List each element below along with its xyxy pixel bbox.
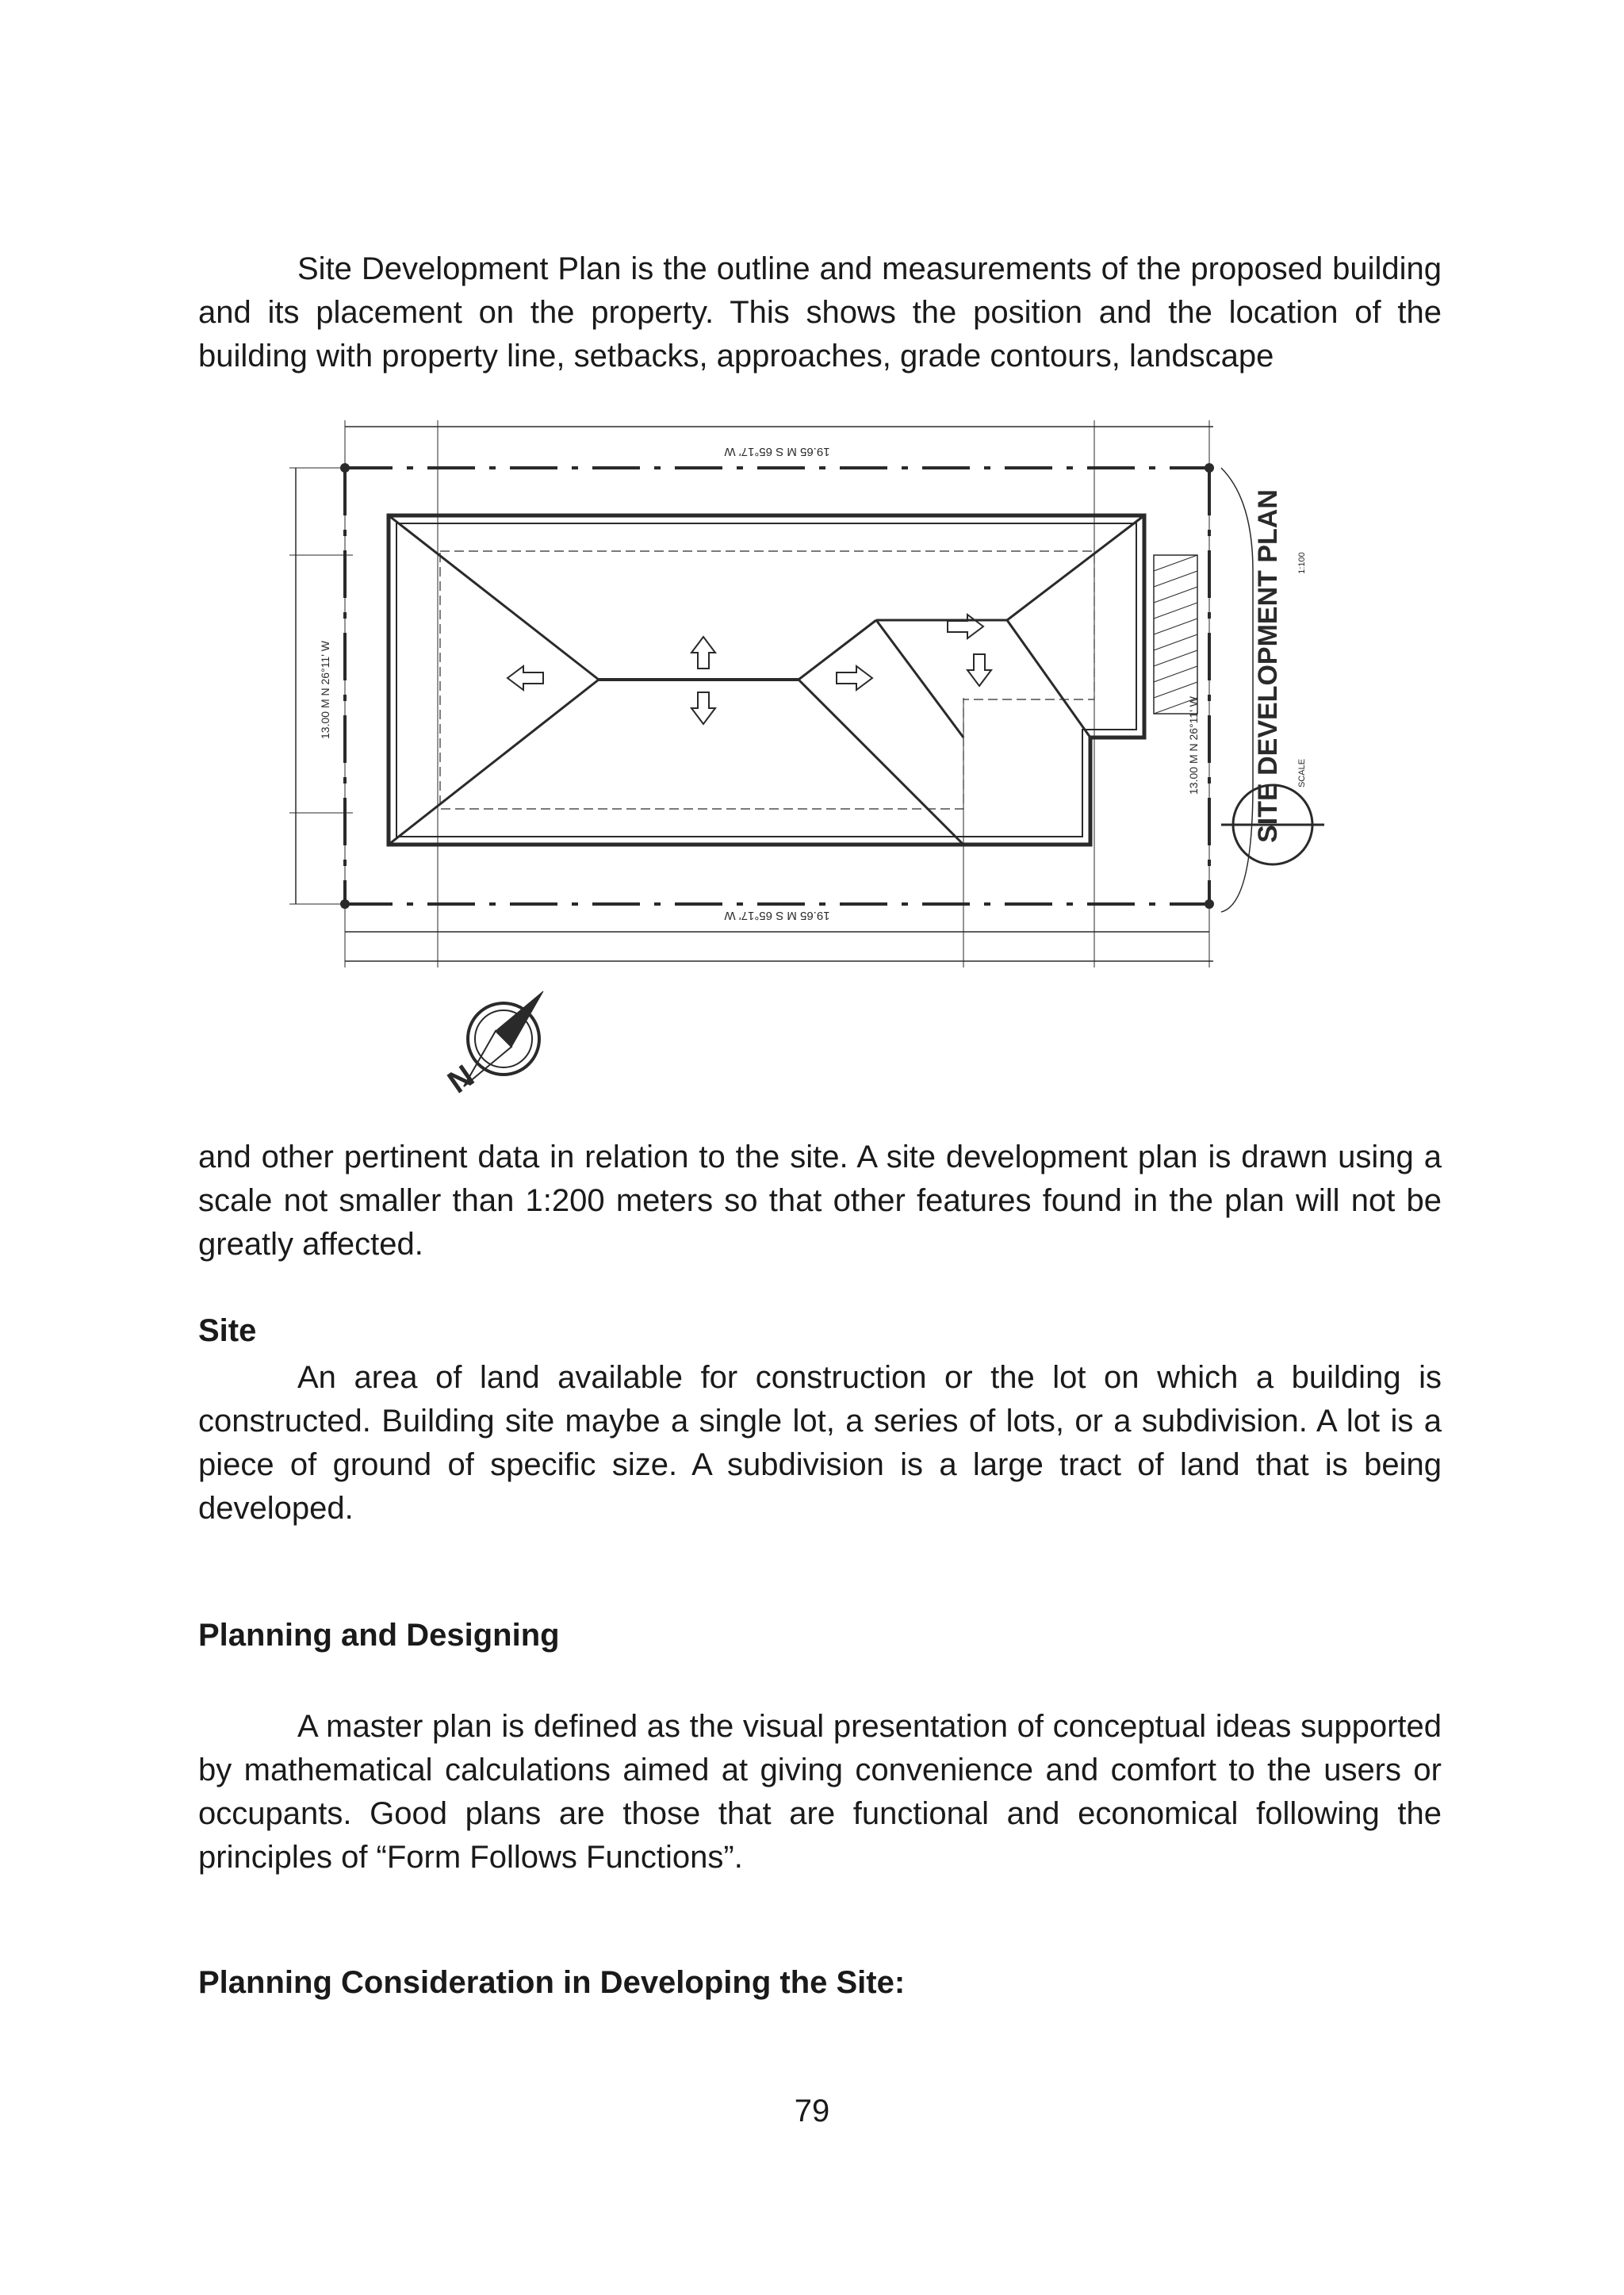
bearing-right-label: 13.00 M N 26°11' W <box>1187 696 1200 795</box>
consideration-heading: Planning Consideration in Developing the Site: <box>198 1965 906 2000</box>
site-development-plan-figure <box>282 412 1372 1110</box>
plan-title-label: SITE DEVELOPMENT PLAN <box>1253 489 1283 843</box>
bearing-left-label: 13.00 M N 26°11' W <box>319 641 331 739</box>
bearing-bottom-label: 19.65 M S 65°17' W <box>724 909 830 922</box>
planning-paragraph: A master plan is defined as the visual presentation of conceptual ideas supported by mathematical calculations aimed at giving convenience and comfort to the users or occupants. Good plans are those that are functional and economical following the principles of “Form Follows Functions”. <box>198 1709 1442 1875</box>
page-number: 79 <box>794 2094 830 2128</box>
site-paragraph: An area of land available for construction or the lot on which a building is constructed. Building site maybe a single lot, a series of lots, or a subdivision. A lot is a piece of ground of specific size. A subdivision is a large tract of land that is being developed. <box>198 1360 1442 1526</box>
planning-heading: Planning and Designing <box>198 1618 560 1653</box>
plan-scale-label: SCALE <box>1297 758 1307 788</box>
bearing-top-label: 19.65 M S 65°17' W <box>724 445 830 458</box>
site-heading: Site <box>198 1313 257 1348</box>
intro-paragraph: Site Development Plan is the outline and measurements of the proposed building and its placement on the property. This shows the position and the location of the building with property line, setbacks, approaches, grade contours, landscape <box>198 251 1442 374</box>
plan-scale-value: 1:100 <box>1297 552 1307 574</box>
north-label: N <box>441 1058 481 1101</box>
intro-continuation-paragraph: and other pertinent data in relation to the site. A site development plan is drawn using a scale not smaller than 1:200 meters so that other features found in the plan will not be greatly affected. <box>198 1140 1442 1262</box>
